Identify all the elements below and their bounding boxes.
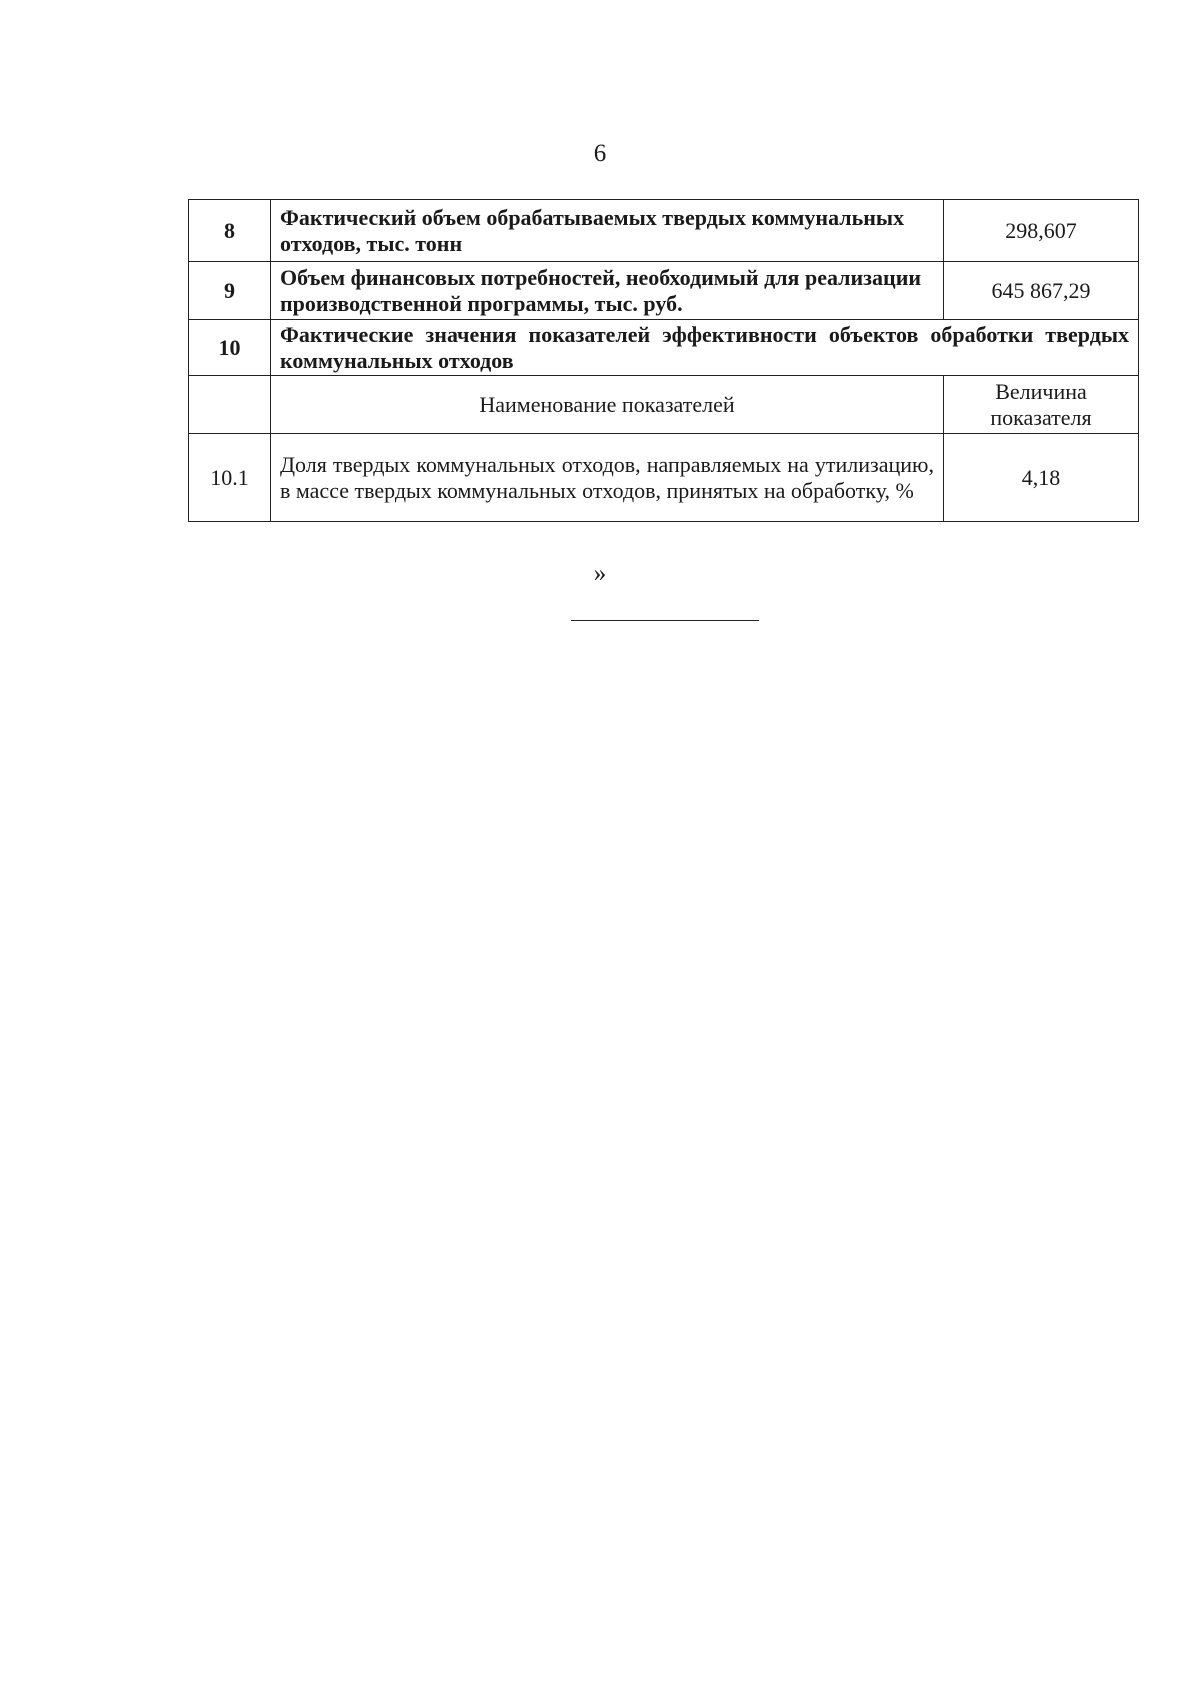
row-value: 298,607 [944,200,1139,262]
end-divider [571,620,759,621]
row-value: 645 867,29 [944,262,1139,320]
row-value: 4,18 [944,434,1139,522]
table-row [189,200,1139,262]
section-number: 10 [189,320,271,376]
subheader-number [189,376,271,434]
row-number: 9 [189,262,271,320]
row-label: Фактический объем обрабатываемых твердых коммунальных отходов, тыс. тонн [271,200,944,262]
row-number: 10.1 [189,434,271,522]
section-title: Фактические значения показателей эффективности объектов обработки твердых коммунальных отходов [271,320,1139,376]
row-label: Доля твердых коммунальных отходов, направляемых на утилизацию, в массе твердых коммунальных отходов, принятых на обработку, % [271,434,944,522]
indicators-table [188,199,1139,522]
subheader-name: Наименование показателей [271,376,944,434]
subheader-row [189,376,1139,434]
page-number: 6 [593,140,607,167]
section-row [189,320,1139,376]
row-label: Объем финансовых потребностей, необходимый для реализации производственной программы, тыс. руб. [271,262,944,320]
closing-quote: » [593,560,607,587]
table-row [189,262,1139,320]
row-number: 8 [189,200,271,262]
subheader-value: Величина показателя [944,376,1139,434]
table-row [189,434,1139,522]
